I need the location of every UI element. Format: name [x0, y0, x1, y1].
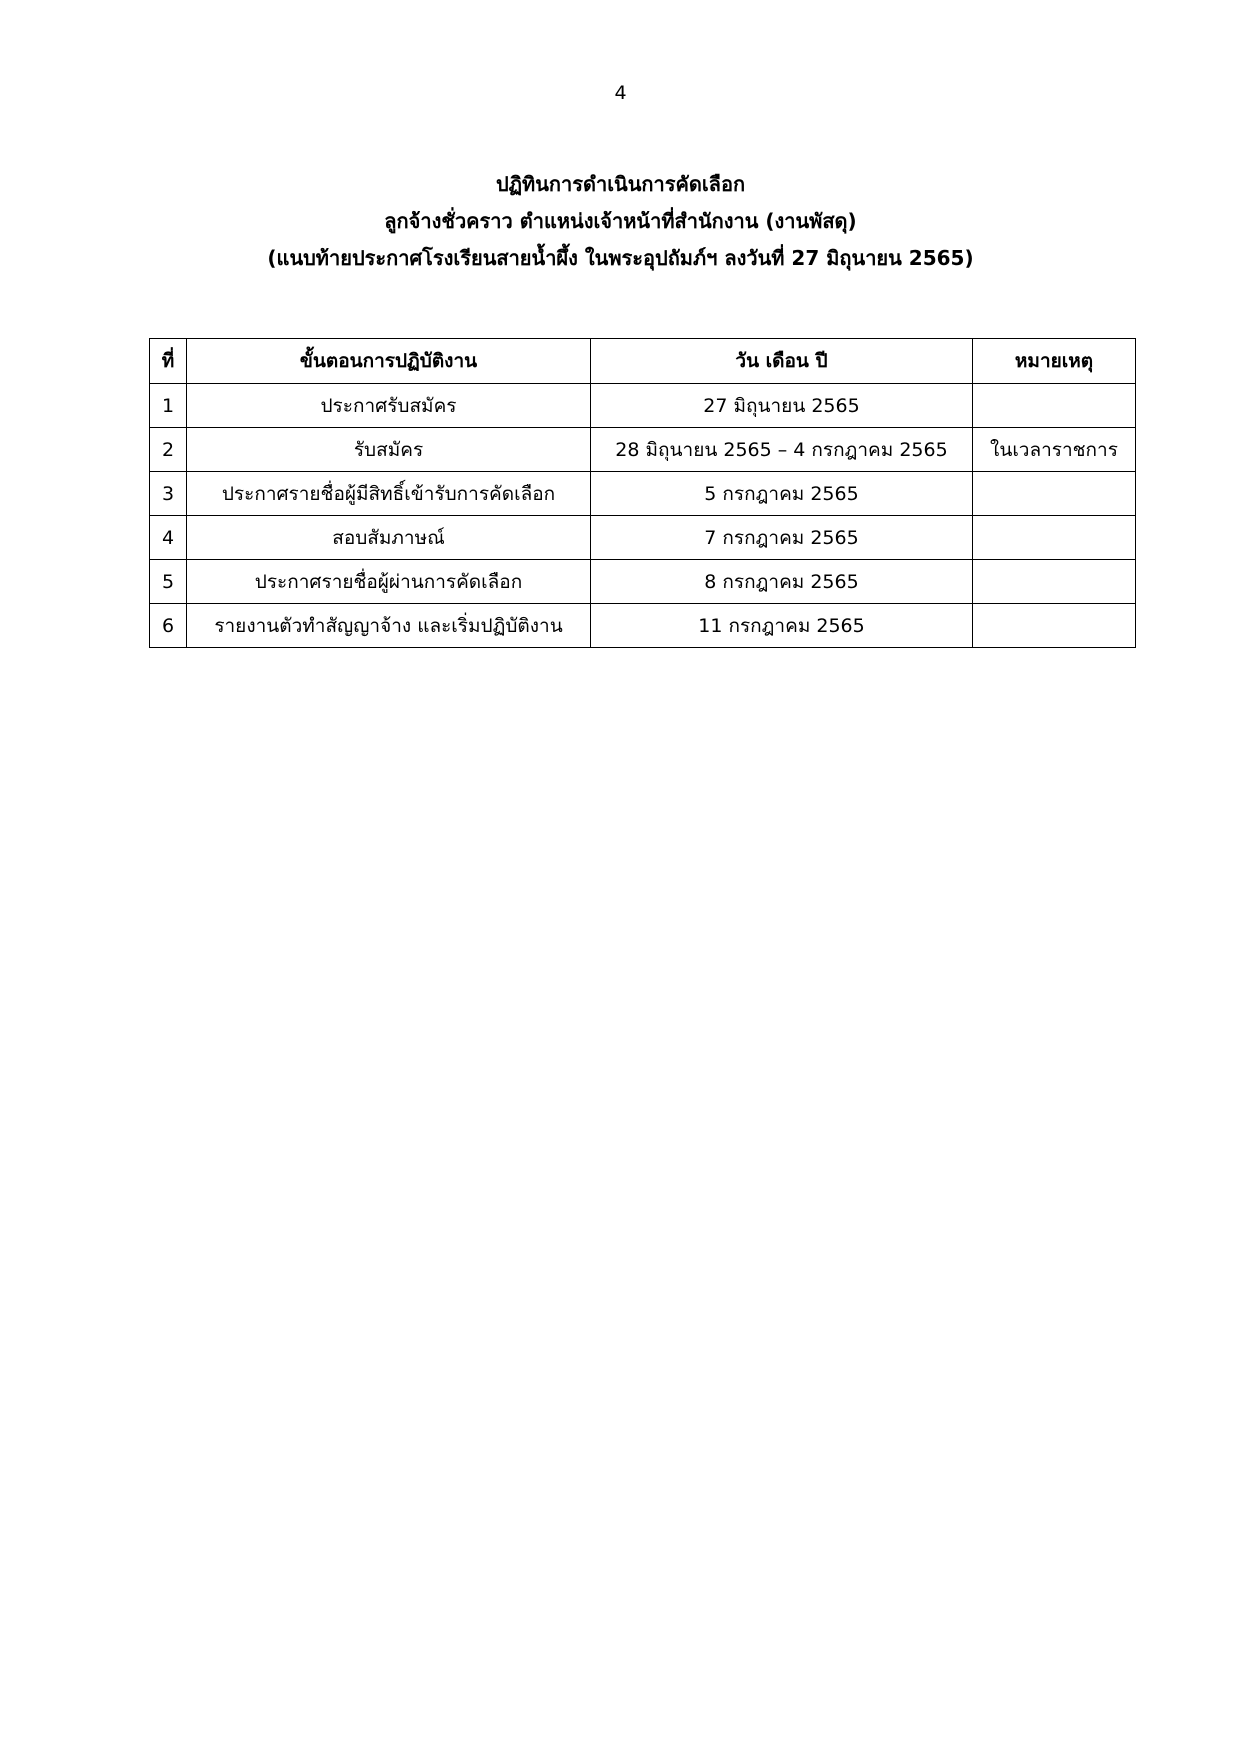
table-row [150, 560, 1136, 604]
row-step: รายงานตัวทำสัญญาจ้าง และเริ่มปฏิบัติงาน [187, 604, 591, 648]
document-title [0, 166, 1241, 277]
table-row [150, 516, 1136, 560]
title-line-3: (แนบท้ายประกาศโรงเรียนสายน้ำผึ้ง ในพระอุปถัมภ์ฯ ลงวันที่ 27 มิถุนายน 2565) [267, 246, 974, 270]
header-step: ขั้นตอนการปฏิบัติงาน [187, 339, 591, 384]
title-line-1: ปฏิทินการดำเนินการคัดเลือก [495, 172, 746, 196]
page-number: 4 [614, 82, 627, 104]
title-line-2: ลูกจ้างชั่วคราว ตำแหน่งเจ้าหน้าที่สำนักงาน (งานพัสดุ) [384, 209, 857, 233]
row-note [973, 604, 1136, 648]
row-note [973, 384, 1136, 428]
row-note [973, 472, 1136, 516]
row-no: 5 [150, 560, 187, 604]
row-no: 1 [150, 384, 187, 428]
schedule-table [149, 338, 1136, 648]
row-no: 6 [150, 604, 187, 648]
table-row [150, 472, 1136, 516]
row-no: 2 [150, 428, 187, 472]
table-header-row [150, 339, 1136, 384]
table-row [150, 604, 1136, 648]
row-step: ประกาศรายชื่อผู้มีสิทธิ์เข้ารับการคัดเลือก [187, 472, 591, 516]
row-step: ประกาศรายชื่อผู้ผ่านการคัดเลือก [187, 560, 591, 604]
row-date: 7 กรกฎาคม 2565 [591, 516, 973, 560]
row-note [973, 516, 1136, 560]
row-date: 28 มิถุนายน 2565 – 4 กรกฎาคม 2565 [591, 428, 973, 472]
row-date: 8 กรกฎาคม 2565 [591, 560, 973, 604]
header-note: หมายเหตุ [973, 339, 1136, 384]
row-no: 4 [150, 516, 187, 560]
row-note: ในเวลาราชการ [973, 428, 1136, 472]
row-no: 3 [150, 472, 187, 516]
table-row [150, 428, 1136, 472]
header-date: วัน เดือน ปี [591, 339, 973, 384]
row-step: รับสมัคร [187, 428, 591, 472]
table-row [150, 384, 1136, 428]
row-step: ประกาศรับสมัคร [187, 384, 591, 428]
row-note [973, 560, 1136, 604]
row-date: 27 มิถุนายน 2565 [591, 384, 973, 428]
header-no: ที่ [150, 339, 187, 384]
row-step: สอบสัมภาษณ์ [187, 516, 591, 560]
row-date: 11 กรกฎาคม 2565 [591, 604, 973, 648]
row-date: 5 กรกฎาคม 2565 [591, 472, 973, 516]
